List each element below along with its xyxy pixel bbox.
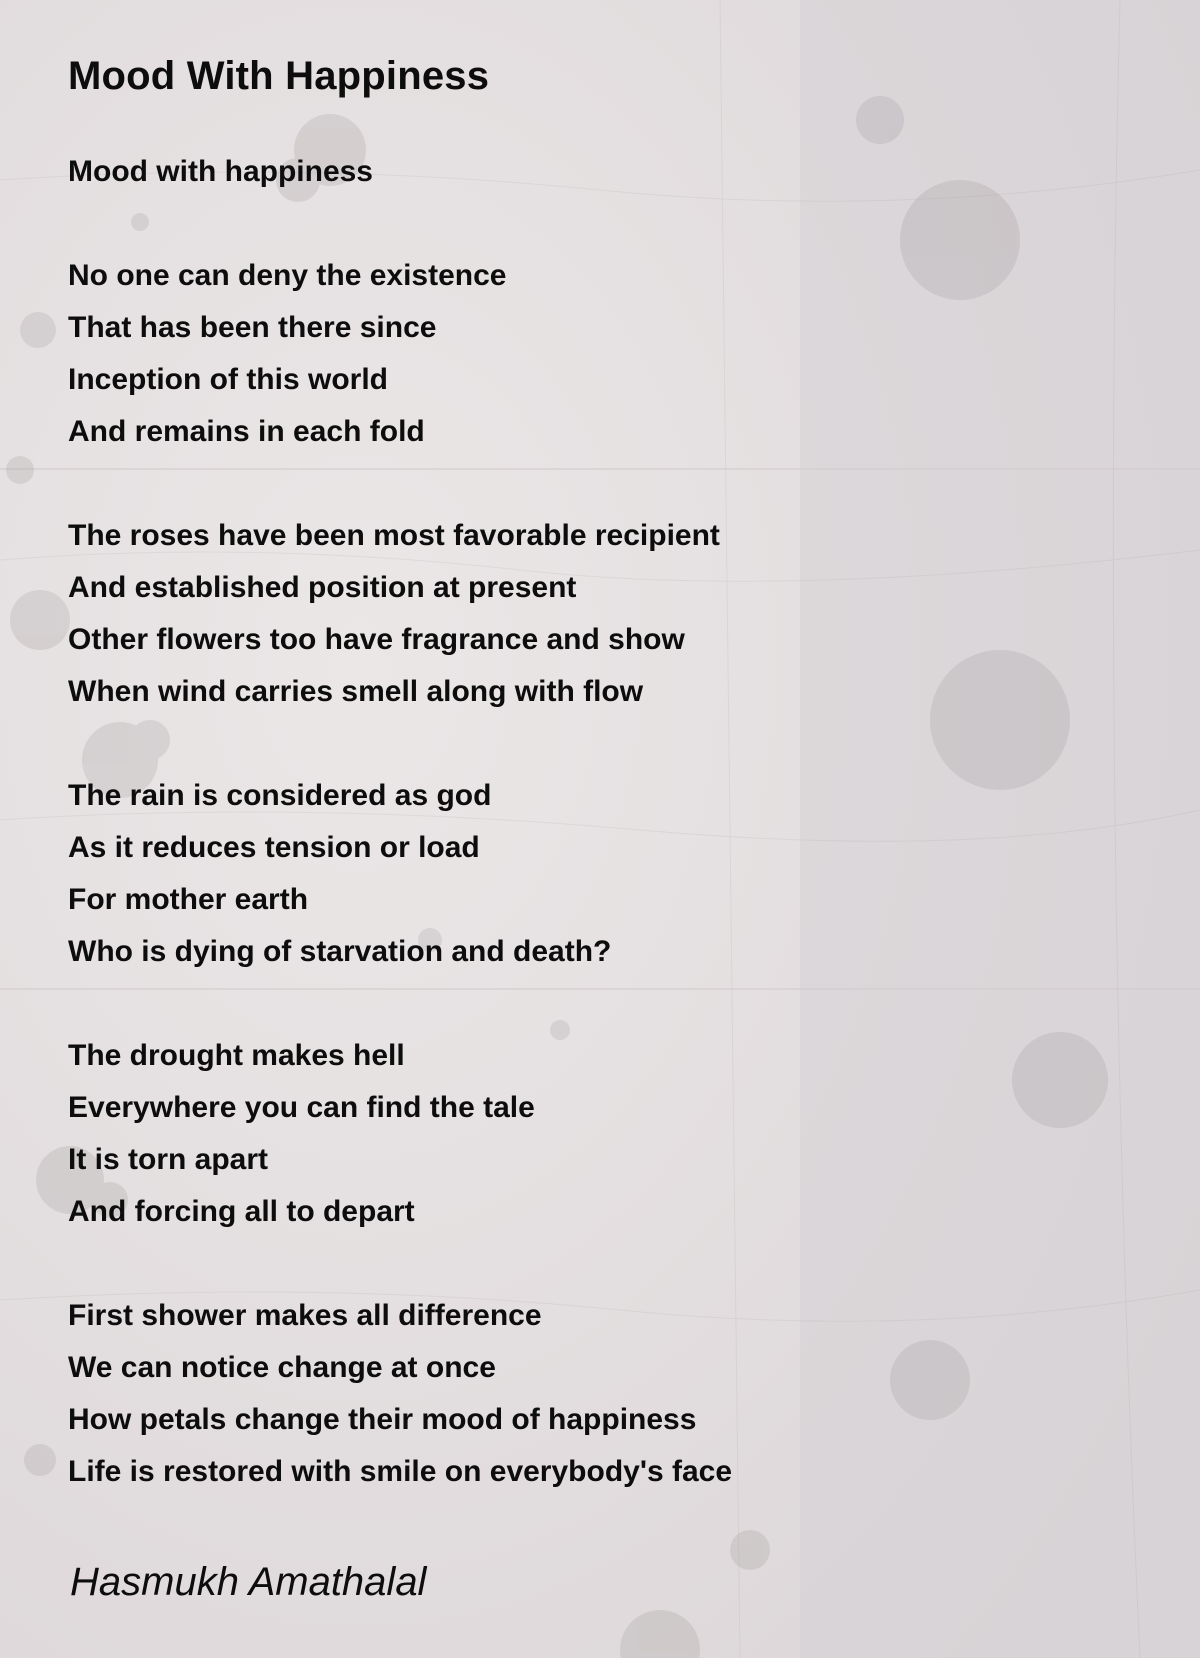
poem-line: And forcing all to depart (68, 1195, 415, 1228)
poem-line: It is torn apart (68, 1143, 269, 1176)
poem-line: When wind carries smell along with flow (68, 675, 644, 708)
poem-line: Mood with happiness (68, 155, 373, 188)
poem-line: We can notice change at once (68, 1351, 496, 1384)
stanza (68, 510, 1168, 718)
stanza (68, 146, 1168, 198)
poem-line: No one can deny the existence (68, 259, 507, 292)
poem-line: Other flowers too have fragrance and show (68, 623, 685, 656)
poem-line: Everywhere you can find the tale (68, 1091, 535, 1124)
poem-line: And remains in each fold (68, 415, 425, 448)
poem-line: The rain is considered as god (68, 779, 492, 812)
poem-line: And established position at present (68, 571, 577, 604)
poem-line: The drought makes hell (68, 1039, 405, 1072)
poem-line: As it reduces tension or load (68, 831, 480, 864)
poem-line: First shower makes all difference (68, 1299, 542, 1332)
poem-line: Life is restored with smile on everybody's face (68, 1455, 733, 1488)
poem-line: That has been there since (68, 311, 437, 344)
poem-line: The roses have been most favorable recipient (68, 519, 720, 552)
poem-line: Who is dying of starvation and death? (68, 935, 612, 968)
stanza (68, 250, 1168, 458)
poem-container (68, 52, 1168, 1550)
author-name: Hasmukh Amathalal (70, 1560, 427, 1604)
stanza (68, 1290, 1168, 1498)
stanza (68, 1030, 1168, 1238)
poem-body (68, 146, 1168, 1498)
poem-title: Mood With Happiness (68, 54, 490, 98)
poem-line: Inception of this world (68, 363, 388, 396)
stanza (68, 770, 1168, 978)
poem-line: For mother earth (68, 883, 309, 916)
poem-line: How petals change their mood of happiness (68, 1403, 697, 1436)
